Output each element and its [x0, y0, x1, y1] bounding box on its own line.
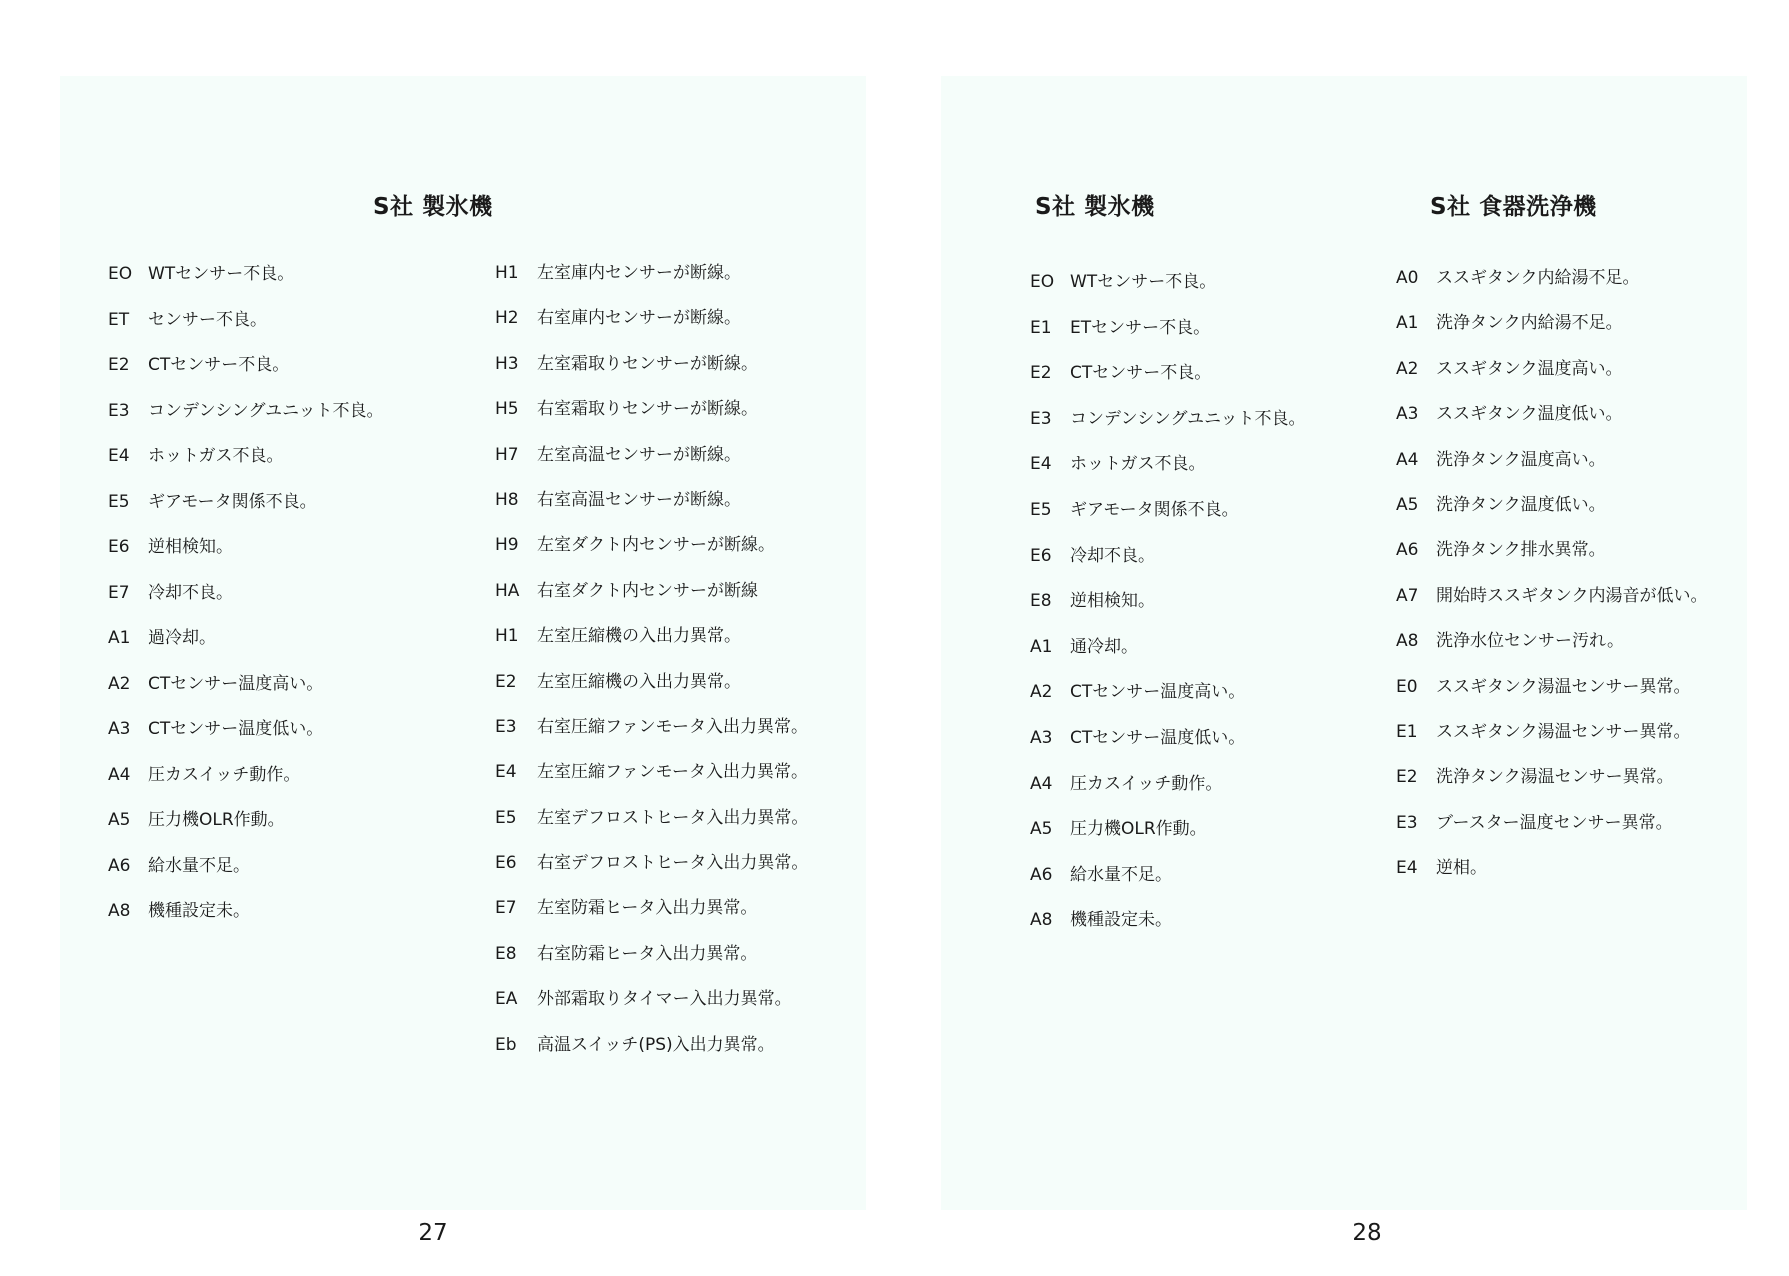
error-code: E1: [1030, 317, 1052, 338]
error-description: ホットガス不良。: [148, 446, 284, 466]
error-code: A4: [1396, 449, 1419, 470]
error-description: 機種設定未。: [1070, 910, 1172, 931]
error-code-row: [1030, 769, 1305, 815]
error-description: ギアモータ関係不良。: [1070, 499, 1239, 520]
error-code-row: [108, 805, 383, 851]
error-code-row: [495, 303, 808, 348]
error-code-row: [1396, 626, 1708, 671]
error-code: A2: [1396, 358, 1419, 379]
page-number: 27: [418, 1220, 448, 1246]
error-code: A6: [108, 855, 131, 876]
error-code-row: [495, 803, 808, 848]
error-code: A5: [108, 810, 131, 830]
error-description: 洗浄タンク内給湯不足。: [1436, 313, 1623, 334]
error-code-row: [495, 848, 808, 893]
error-code: Eb: [495, 1034, 517, 1055]
error-code: H5: [495, 399, 519, 420]
error-description: 機種設定未。: [148, 901, 250, 921]
error-code: HA: [495, 580, 520, 601]
error-description: ギアモータ関係不良。: [148, 491, 317, 512]
error-description: CTセンサー温度低い。: [1070, 727, 1246, 748]
error-description: ススギタンク温度高い。: [1436, 358, 1623, 379]
error-code-row: [495, 349, 808, 394]
error-description: 右室高温センサーが断線。: [537, 489, 741, 510]
error-description: 逆相検知。: [1070, 591, 1155, 612]
error-description: 逆相。: [1436, 858, 1487, 879]
error-code-row: [1030, 404, 1305, 450]
error-code-row: [495, 939, 808, 984]
page-number: 28: [1352, 1220, 1382, 1246]
error-description: 洗浄水位センサー汚れ。: [1436, 631, 1625, 652]
error-code: E3: [495, 716, 517, 737]
error-code: H7: [495, 444, 519, 465]
error-code-row: [108, 396, 383, 442]
error-code-row: [1396, 853, 1708, 898]
error-code: E2: [1030, 363, 1052, 384]
error-description: コンデンシングユニット不良。: [1070, 408, 1306, 429]
error-description: ETセンサー不良。: [1070, 317, 1211, 338]
error-description: 左室デフロストヒータ入出力異常。: [537, 807, 809, 828]
error-description: 圧力機OLR作動。: [1070, 819, 1207, 840]
error-description: CTセンサー温度低い。: [148, 719, 324, 739]
error-code: E7: [495, 898, 517, 919]
error-code: E3: [1030, 408, 1052, 429]
error-code: A4: [1030, 773, 1053, 794]
error-code-row: [108, 669, 383, 715]
section-title-dishwasher: S社 食器洗浄機: [1430, 194, 1597, 220]
error-description: 右室圧縮ファンモータ入出力異常。: [537, 716, 808, 737]
error-code-row: [495, 984, 808, 1029]
error-code-row: [108, 760, 383, 806]
error-code-row: [1030, 723, 1305, 769]
error-code: E5: [1030, 499, 1052, 520]
error-code: H1: [495, 263, 519, 283]
error-description: 右室霜取りセンサーが断線。: [537, 399, 758, 420]
page-left: [60, 76, 866, 1210]
error-code-row: [1396, 445, 1708, 490]
error-code-row: [1396, 535, 1708, 580]
error-code-row: [1396, 308, 1708, 353]
error-description: ススギタンク内給湯不足。: [1436, 268, 1640, 288]
error-description: 右室防霜ヒータ入出力異常。: [537, 943, 758, 964]
error-code: H8: [495, 489, 519, 510]
error-description: 逆相検知。: [148, 537, 233, 557]
error-code: E1: [1396, 721, 1418, 742]
error-code: A1: [1396, 313, 1419, 334]
error-description: 左室圧縮ファンモータ入出力異常。: [537, 762, 808, 783]
error-description: 圧カスイッチ動作。: [1070, 773, 1223, 794]
error-description: 給水量不足。: [1070, 864, 1172, 885]
error-code-row: [1030, 358, 1305, 404]
error-description: 左室庫内センサーが断線。: [537, 263, 741, 283]
error-code-row: [108, 714, 383, 760]
error-code: E5: [495, 807, 517, 828]
error-code: E6: [495, 853, 517, 874]
error-description: 冷却不良。: [148, 582, 233, 603]
error-code: EO: [1030, 272, 1055, 292]
error-description: センサー不良。: [148, 309, 267, 330]
error-description: CTセンサー不良。: [148, 355, 290, 375]
error-code: A8: [1030, 910, 1053, 931]
error-code: A6: [1030, 864, 1053, 885]
error-code-list: [108, 259, 383, 942]
section-title-ice-machine: S社 製氷機: [1035, 194, 1155, 220]
error-description: 左室霜取りセンサーが断線。: [537, 353, 758, 374]
error-code-row: [495, 667, 808, 712]
error-code-row: [1396, 762, 1708, 807]
error-code: E4: [495, 762, 517, 783]
error-code: E8: [495, 943, 517, 964]
error-description: 左室高温センサーが断線。: [537, 444, 741, 465]
error-description: ススギタンク湯温センサー異常。: [1436, 676, 1691, 697]
error-code: E6: [1030, 545, 1052, 566]
error-description: ホットガス不良。: [1070, 454, 1206, 475]
error-code-row: [108, 259, 383, 305]
error-code-row: [108, 578, 383, 624]
error-code: A8: [108, 901, 131, 921]
error-description: 左室ダクト内センサーが断線。: [537, 535, 775, 556]
error-code-row: [1396, 672, 1708, 717]
error-code: H3: [495, 353, 519, 374]
error-code-row: [108, 441, 383, 487]
error-code: A1: [108, 628, 131, 648]
error-description: CTセンサー温度高い。: [148, 673, 324, 694]
error-code: A2: [108, 673, 131, 694]
error-description: 洗浄タンク排水異常。: [1436, 540, 1606, 561]
error-description: 右室デフロストヒータ入出力異常。: [537, 853, 809, 874]
error-code-list: [1030, 267, 1305, 951]
error-code: A6: [1396, 540, 1419, 561]
error-code: E6: [108, 537, 130, 557]
error-code-row: [1030, 860, 1305, 906]
error-description: 洗浄タンク温度低い。: [1436, 494, 1606, 515]
error-code-row: [1396, 808, 1708, 853]
error-description: 右室ダクト内センサーが断線: [537, 580, 758, 601]
error-code-row: [495, 757, 808, 802]
error-code-row: [108, 851, 383, 897]
error-description: 左室圧縮機の入出力異常。: [537, 671, 741, 692]
error-description: ブースター温度センサー異常。: [1436, 812, 1673, 833]
error-description: 給水量不足。: [148, 855, 250, 876]
error-code-row: [495, 394, 808, 439]
error-code-row: [1030, 449, 1305, 495]
error-code-row: [1030, 632, 1305, 678]
error-description: 左室防霜ヒータ入出力異常。: [537, 898, 758, 919]
error-description: ススギタンク温度低い。: [1436, 404, 1623, 425]
error-description: WTセンサー不良。: [1070, 272, 1217, 292]
page-right: [941, 76, 1747, 1210]
error-code-row: [495, 621, 808, 666]
error-code-list: [1396, 263, 1708, 898]
error-code-row: [1030, 814, 1305, 860]
error-code: A3: [1030, 727, 1053, 748]
error-code-row: [1030, 495, 1305, 541]
error-description: 圧カスイッチ動作。: [148, 764, 301, 785]
error-code-row: [1396, 399, 1708, 444]
error-code: A3: [1396, 404, 1419, 425]
error-code: E2: [108, 355, 130, 375]
error-description: 右室庫内センサーが断線。: [537, 308, 741, 329]
error-code-row: [495, 485, 808, 530]
error-code: E8: [1030, 591, 1052, 612]
error-code: A4: [108, 764, 131, 785]
error-code: ET: [108, 309, 130, 330]
error-code-row: [108, 532, 383, 578]
error-code-list: [495, 258, 808, 1075]
error-code-row: [1030, 541, 1305, 587]
error-code: H2: [495, 308, 519, 329]
error-code: E3: [1396, 812, 1418, 833]
error-code-row: [1396, 581, 1708, 626]
error-code-row: [495, 576, 808, 621]
error-description: 左室圧縮機の入出力異常。: [537, 626, 741, 647]
error-code-row: [1030, 267, 1305, 313]
error-description: 外部霜取りタイマー入出力異常。: [537, 989, 792, 1010]
error-code-row: [1396, 354, 1708, 399]
error-code: A0: [1396, 268, 1419, 288]
error-code: A2: [1030, 682, 1053, 703]
error-description: 開始時ススギタンク内湯音が低い。: [1436, 585, 1708, 606]
error-description: コンデンシングユニット不良。: [148, 400, 384, 421]
error-code-row: [1030, 905, 1305, 951]
error-code-row: [495, 440, 808, 485]
page-title: S社 製氷機: [373, 194, 493, 220]
error-code-row: [1030, 313, 1305, 359]
error-code: A3: [108, 719, 131, 739]
error-code: E2: [495, 671, 517, 692]
error-code-row: [108, 350, 383, 396]
error-code: EO: [108, 264, 133, 284]
error-code: A7: [1396, 585, 1419, 606]
error-code: E7: [108, 582, 130, 603]
error-code-row: [495, 530, 808, 575]
error-code-row: [108, 305, 383, 351]
error-code-row: [1396, 717, 1708, 762]
error-description: 高温スイッチ(PS)入出力異常。: [537, 1034, 775, 1055]
error-code: A8: [1396, 631, 1419, 652]
error-code-row: [108, 487, 383, 533]
error-description: WTセンサー不良。: [148, 264, 295, 284]
error-code-row: [108, 623, 383, 669]
error-code-row: [495, 1030, 808, 1075]
error-code: H1: [495, 626, 519, 647]
error-code-row: [495, 893, 808, 938]
error-code: E2: [1396, 767, 1418, 788]
error-code-row: [108, 896, 383, 942]
error-code: E4: [108, 446, 130, 466]
error-code: A5: [1396, 494, 1419, 515]
error-code-row: [495, 712, 808, 757]
error-code: EA: [495, 989, 518, 1010]
error-code-row: [1396, 263, 1708, 308]
error-code: A5: [1030, 819, 1053, 840]
error-code: E3: [108, 400, 130, 421]
error-description: 過冷却。: [148, 628, 216, 648]
error-code-row: [1396, 490, 1708, 535]
error-code: H9: [495, 535, 519, 556]
error-description: 通冷却。: [1070, 636, 1138, 657]
error-description: 洗浄タンク湯温センサー異常。: [1436, 767, 1674, 788]
error-description: CTセンサー温度高い。: [1070, 682, 1246, 703]
error-description: 冷却不良。: [1070, 545, 1155, 566]
error-description: 圧力機OLR作動。: [148, 810, 285, 830]
error-code: E5: [108, 491, 130, 512]
error-code-row: [495, 258, 808, 303]
error-code: E4: [1030, 454, 1052, 475]
error-description: CTセンサー不良。: [1070, 363, 1212, 384]
error-code: E0: [1396, 676, 1418, 697]
error-code: E4: [1396, 858, 1418, 879]
error-description: ススギタンク湯温センサー異常。: [1436, 721, 1691, 742]
error-code-row: [1030, 586, 1305, 632]
error-code-row: [1030, 677, 1305, 723]
error-code: A1: [1030, 636, 1053, 657]
error-description: 洗浄タンク温度高い。: [1436, 449, 1606, 470]
